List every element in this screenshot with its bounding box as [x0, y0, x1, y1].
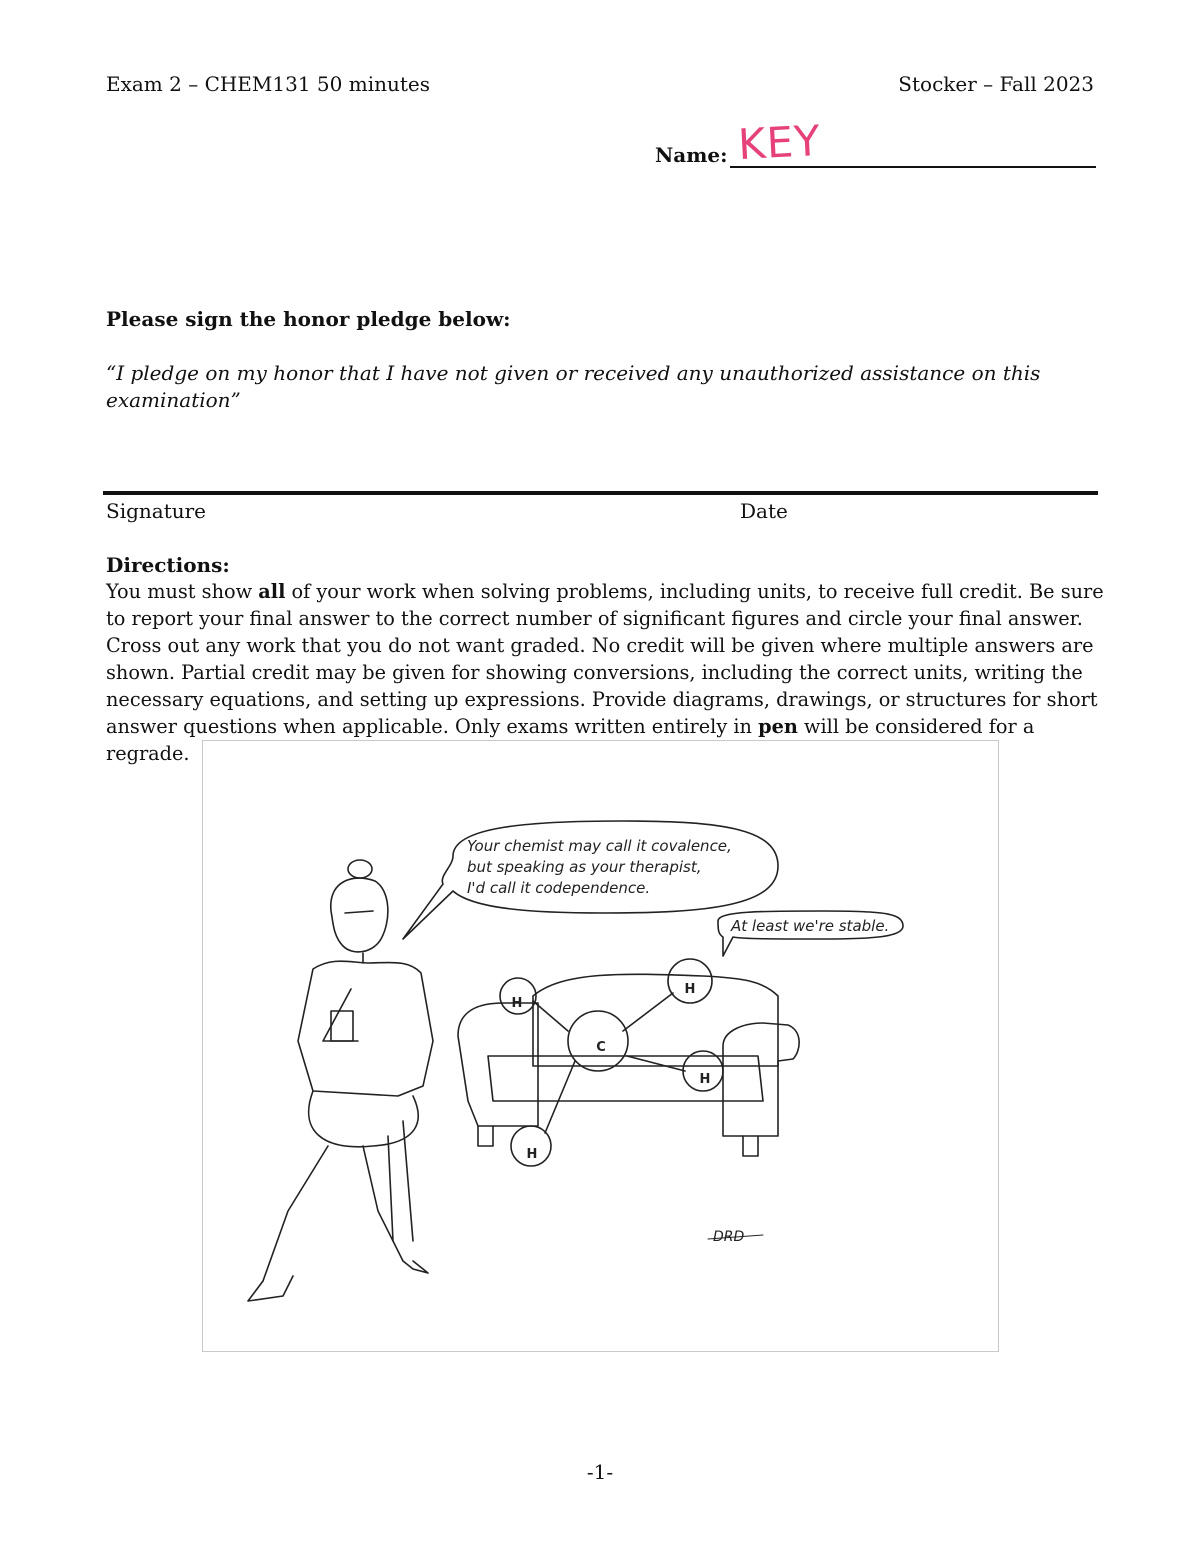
- directions-text: You must show all of your work when solving problems, including units, to receive full credit. Be sure to report your final answer to the correct number of significant figures and circle your final answer. Cross out any work that you do not want graded. No credit will be given where multiple answers are shown. Partial credit may be given for showing conversions, including the correct units, writing the necessary equations, and setting up expressions. Provide diagrams, drawings, or structures for short answer questions when applicable. Only exams written entirely in pen will be considered for a regrade.: [106, 580, 1104, 765]
- name-label: Name:: [655, 143, 728, 167]
- pledge-heading: Please sign the honor pledge below:: [106, 307, 511, 331]
- molecule-bubble-text: At least we're stable.: [731, 917, 890, 935]
- cartoon-image: [202, 740, 999, 1352]
- couch: [458, 974, 799, 1156]
- atom-label-hydrogen-2: H: [684, 982, 696, 997]
- header-instructor-term: Stocker – Fall 2023: [898, 72, 1094, 96]
- page-number: -1-: [586, 1460, 614, 1484]
- atom-label-carbon: C: [596, 1040, 606, 1055]
- directions-heading: Directions:: [106, 553, 230, 577]
- date-label: Date: [740, 499, 788, 523]
- pledge-text: “I pledge on my honor that I have not given or received any unauthorized assistance on this examination”: [106, 361, 1041, 412]
- signature-label: Signature: [106, 499, 207, 523]
- therapist-figure: [248, 860, 433, 1301]
- signature-line: [103, 491, 1098, 495]
- emphasis-all: all: [258, 580, 286, 603]
- cartoonist-signature: DRD: [713, 1229, 745, 1245]
- name-handwritten-value: KEY: [736, 115, 822, 170]
- header-course-info: Exam 2 – CHEM131 50 minutes: [106, 72, 430, 96]
- therapist-bubble-line-3: I'd call it codependence.: [467, 879, 651, 897]
- emphasis-pen: pen: [758, 715, 798, 738]
- therapist-bubble-line-2: but speaking as your therapist,: [467, 858, 702, 876]
- atom-label-hydrogen-1: H: [511, 996, 523, 1011]
- cartoon-illustration: [203, 741, 998, 1351]
- therapist-bubble-line-1: Your chemist may call it covalence,: [467, 837, 732, 855]
- atom-label-hydrogen-4: H: [526, 1147, 538, 1162]
- atom-label-hydrogen-3: H: [699, 1072, 711, 1087]
